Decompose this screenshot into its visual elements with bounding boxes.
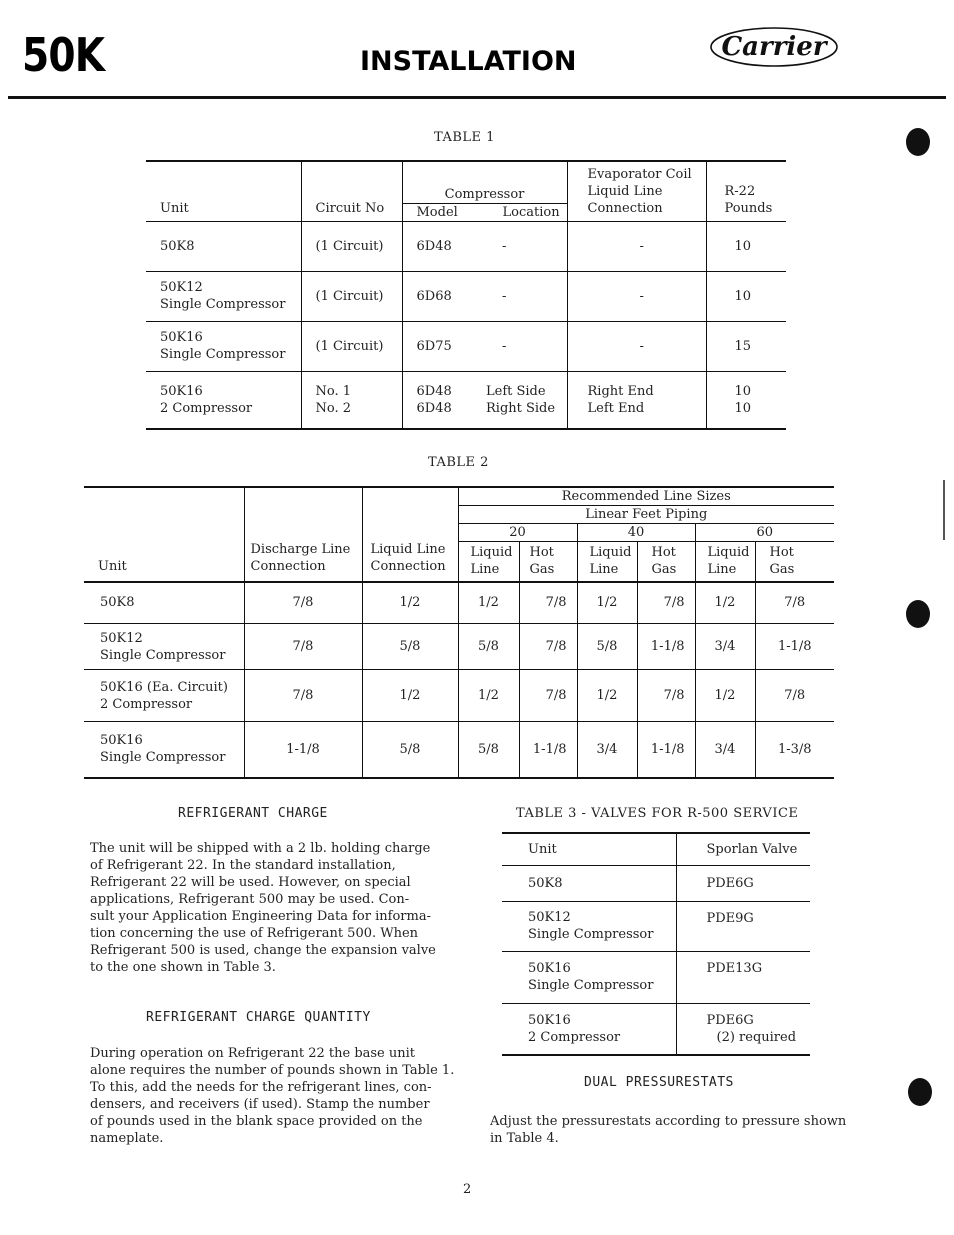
- refrigerant-charge-heading: REFRIGERANT CHARGE: [178, 806, 328, 821]
- table2-caption: TABLE 2: [428, 455, 489, 470]
- logo-text: Carrier: [721, 32, 827, 62]
- table3-header-unit: Unit: [502, 833, 676, 865]
- header-rule: [8, 96, 946, 99]
- page-title: INSTALLATION: [360, 46, 577, 77]
- carrier-logo: [708, 24, 840, 70]
- table-row: 50K16 2 Compressor PDE6G (2) required: [502, 1003, 810, 1055]
- table-row: 50K8 PDE6G: [502, 865, 810, 901]
- table2-header-liquid: Liquid Line: [370, 541, 446, 557]
- pressurestats-heading: DUAL PRESSURESTATS: [584, 1075, 734, 1090]
- charge-quantity-heading: REFRIGERANT CHARGE QUANTITY: [146, 1010, 371, 1025]
- punch-hole-mark: [906, 128, 930, 156]
- table-row: 50K16 2 Compressor No. 1 No. 2 6D48 6D48 Left Side Right Side Right End Left End 10 10: [146, 371, 786, 429]
- table1-header-compressor: Compressor: [444, 186, 525, 202]
- punch-hole-mark: [908, 1078, 932, 1106]
- table-row: 50K12 Single Compressor PDE9G: [502, 901, 810, 951]
- table2-header-recommended: Recommended Line Sizes: [458, 487, 834, 506]
- table1-caption: TABLE 1: [434, 130, 495, 145]
- charge-quantity-text: During operation on Refrigerant 22 the base unit alone requires the number of pounds shown in Table 1. To this, add the needs for the refrigerant lines, con- densers, and receivers (if used). Stamp the number of pounds used in the blank space provided on the nameplate.: [90, 1046, 455, 1146]
- table3: [502, 832, 810, 1056]
- table-row: 50K12 Single Compressor 7/8 5/8 5/8 7/8 5/8 1-1/8 3/4 1-1/8: [84, 624, 834, 670]
- table-row: 50K12 Single Compressor (1 Circuit) 6D68 - - 10: [146, 271, 786, 321]
- table3-header-valve: Sporlan Valve: [706, 841, 798, 857]
- table3-caption: TABLE 3 - VALVES FOR R-500 SERVICE: [516, 806, 799, 821]
- page-number: 2: [463, 1182, 472, 1197]
- refrigerant-charge-text: The unit will be shipped with a 2 lb. holding charge of Refrigerant 22. In the standard installation, Refrigerant 22 will be used. However, on special applications, Refrigerant 500 may be used. Con- sult your Application Engineering Data for informa- tion concerning the use of Refrigerant 500. When Refrigerant 500 is used, change the expansion valve to the one shown in Table 3.: [90, 841, 436, 975]
- table-row: 50K8 7/8 1/2 1/2 7/8 1/2 7/8 1/2 7/8: [84, 582, 834, 624]
- pressurestats-text: Adjust the pressurestats according to pressure shown in Table 4.: [490, 1114, 847, 1146]
- table2-header-linear: Linear Feet Piping: [458, 506, 834, 524]
- punch-hole-mark: [906, 600, 930, 628]
- table1-header-location: Location: [502, 204, 560, 220]
- table-row: 50K16 Single Compressor (1 Circuit) 6D75 - - 15: [146, 321, 786, 371]
- table1-header-circuit: Circuit No: [301, 161, 402, 221]
- table1-header-evap: Evaporator Coil: [587, 166, 692, 182]
- model-number: 50K: [22, 28, 105, 82]
- table2-header-unit: Unit: [84, 487, 244, 582]
- table1-header-model: Model: [416, 204, 458, 220]
- table-row: 50K16 Single Compressor PDE13G: [502, 951, 810, 1003]
- table-row: 50K16 (Ea. Circuit) 2 Compressor 7/8 1/2 1/2 7/8 1/2 7/8 1/2 7/8: [84, 670, 834, 722]
- table2-header-discharge: Discharge Line: [250, 541, 351, 557]
- table1-header-r22: R-22: [724, 183, 756, 199]
- table2: Unit Discharge Line Connection Liquid Line Connection Recommended Line Sizes Linear Feet Piping 20 40 60 Liquid Line Hot Gas Liquid Line Hot Gas Liquid Line Hot Gas 50K8 7/8 1/2 1/2 7/8 1/2 7/8 1/2 7/8 50K12 Single Compressor 7/8 5/8 5/8 7/8 5/8 1-1/8 3/4 1-1/8 50K16 (Ea. Circuit) 2 Compressor 7/8 1/2 1/2 7/8 1/2 7/8 1/2 7/8 50K16 Single Compressor 1-1/8 5/8 5/8 1-1/8 3/4 1-1/8 3/4 1-3/8: [84, 486, 834, 779]
- edge-mark: [943, 480, 945, 540]
- table-row: 50K16 Single Compressor 1-1/8 5/8 5/8 1-1/8 3/4 1-1/8 3/4 1-3/8: [84, 722, 834, 778]
- table-row: 50K8 (1 Circuit) 6D48 - - 10: [146, 221, 786, 271]
- table1: Unit Circuit No Compressor Model Location Evaporator Coil Liquid Line Connection R-22 Pounds 50K8 (1 Circuit) 6D48 - - 10 50K12 Single Compressor (1 Circuit) 6D68 - - 10 50K16 Single Compressor (1 Circuit) 6D75 - - 15 50K16 2 Compressor No. 1 No. 2 6D48 6D48 Left Side Right Side Right End Left End 10 10: [146, 160, 786, 430]
- table1-header-unit: Unit: [146, 161, 301, 221]
